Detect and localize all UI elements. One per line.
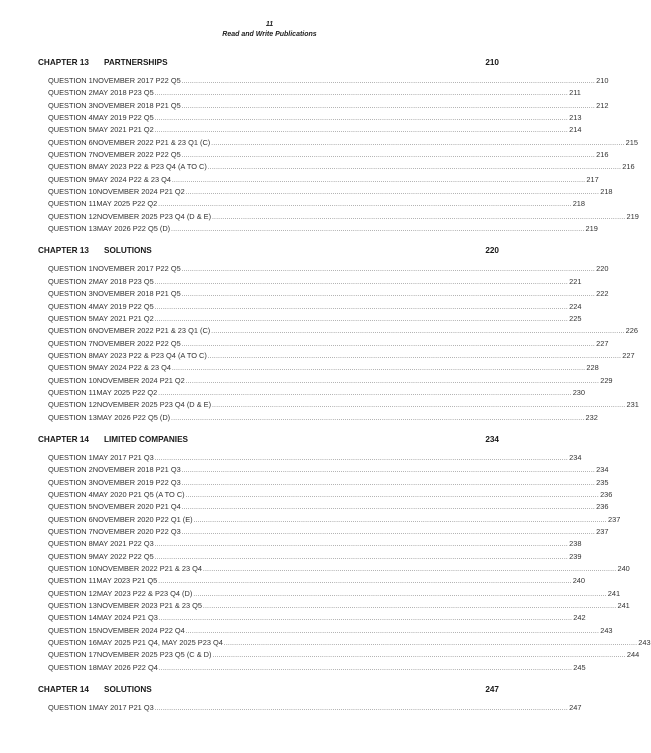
dot-leader: ........................................................................................................................................................................................................ (154, 316, 569, 323)
dot-leader: ........................................................................................................................................................................................................ (158, 579, 572, 586)
toc-entry[interactable] (38, 326, 638, 338)
entry-page-number: 217 (586, 174, 599, 184)
dot-leader: ........................................................................................................................................................................................................ (203, 567, 617, 574)
dot-leader: ........................................................................................................................................................................................................ (203, 604, 617, 611)
entry-list (38, 699, 582, 717)
question-label: QUESTION 4 (48, 113, 93, 123)
chapter-title: SOLUTIONS (104, 246, 152, 256)
question-source: MAY 2018 P23 Q5 (92, 276, 154, 286)
entry-list (38, 260, 639, 426)
question-label: QUESTION 2 (48, 276, 93, 286)
question-label: QUESTION 12 (48, 588, 97, 598)
toc-entry[interactable] (38, 703, 582, 715)
entry-page-number: 227 (622, 350, 635, 360)
question-label: QUESTION 12 (48, 400, 97, 410)
question-label: QUESTION 3 (48, 289, 93, 299)
question-label: QUESTION 10 (48, 564, 97, 574)
toc-entry[interactable] (38, 588, 621, 601)
toc-entry[interactable] (38, 601, 630, 613)
entry-page-number: 240 (617, 564, 630, 574)
dot-leader: ........................................................................................................................................................................................................ (212, 214, 626, 221)
entry-page-number: 218 (572, 199, 586, 209)
toc-entry[interactable] (38, 551, 582, 564)
question-source: NOVEMBER 2020 P22 Q3 (92, 527, 181, 536)
toc-entry[interactable] (38, 613, 586, 625)
question-label: QUESTION 11 (48, 576, 97, 586)
publisher-name: Read and Write Publications (222, 31, 317, 38)
dot-leader: ........................................................................................................................................................................................................ (158, 390, 572, 397)
toc-entry[interactable] (38, 452, 582, 465)
question-label: QUESTION 4 (48, 489, 93, 499)
entry-page-number: 216 (596, 150, 609, 160)
question-label: QUESTION 14 (48, 613, 97, 623)
chapter-number: CHAPTER 14 (38, 685, 89, 695)
question-label: QUESTION 6 (48, 514, 93, 524)
dot-leader: ........................................................................................................................................................................................................ (181, 505, 596, 512)
question-label: QUESTION 6 (48, 137, 93, 147)
dot-leader: ........................................................................................................................................................................................................ (181, 292, 596, 299)
question-source: NOVEMBER 2020 P21 Q4 (92, 502, 181, 512)
dot-leader: ........................................................................................................................................................................................................ (185, 628, 600, 635)
dot-leader: ........................................................................................................................................................................................................ (211, 329, 625, 336)
question-label: QUESTION 2 (48, 88, 93, 98)
dot-leader: ........................................................................................................................................................................................................ (181, 103, 596, 110)
question-source: NOVEMBER 2018 P21 Q5 (92, 289, 181, 299)
dot-leader: ........................................................................................................................................................................................................ (181, 480, 596, 487)
toc-entry[interactable] (38, 502, 609, 514)
toc-section (38, 434, 651, 677)
chapter-heading[interactable] (38, 435, 499, 449)
toc-entry[interactable] (38, 564, 630, 576)
dot-leader: ........................................................................................................................................................................................................ (207, 353, 622, 360)
chapter-heading[interactable] (38, 58, 499, 72)
question-label: QUESTION 2 (48, 465, 93, 475)
toc-entry[interactable] (38, 477, 609, 490)
question-source: MAY 2020 P21 Q5 (A TO C) (92, 489, 185, 499)
question-source: NOVEMBER 2022 P21 & 23 Q1 (C) (92, 326, 211, 336)
chapter-title: LIMITED COMPANIES (104, 434, 188, 444)
entry-page-number: 219 (626, 211, 639, 221)
question-source: MAY 2021 P22 Q3 (92, 539, 154, 549)
question-source: MAY 2026 P22 Q5 (D) (96, 412, 171, 422)
question-source: NOVEMBER 2024 P22 Q4 (96, 625, 185, 635)
entry-list (38, 449, 651, 677)
question-source: MAY 2023 P22 & P23 Q4 (D) (96, 588, 193, 598)
entry-page-number: 234 (569, 452, 582, 462)
question-source: NOVEMBER 2024 P21 Q2 (96, 187, 185, 197)
entry-page-number: 244 (626, 650, 640, 660)
toc-entry[interactable] (38, 387, 586, 400)
dot-leader: ........................................................................................................................................................................................................ (154, 116, 569, 123)
toc-entry[interactable] (38, 264, 609, 276)
question-source: NOVEMBER 2025 P23 Q5 (C & D) (96, 650, 212, 660)
question-source: NOVEMBER 2024 P21 Q2 (96, 375, 185, 385)
entry-page-number: 228 (586, 363, 599, 373)
dot-leader: ........................................................................................................................................................................................................ (212, 403, 626, 410)
question-label: QUESTION 9 (48, 551, 93, 561)
entry-page-number: 237 (608, 514, 621, 524)
toc-entry[interactable] (38, 350, 635, 363)
question-source: NOVEMBER 2022 P21 & 23 Q1 (C) (92, 137, 211, 147)
chapter-heading[interactable] (38, 246, 499, 260)
chapter-title: SOLUTIONS (104, 685, 152, 695)
question-source: NOVEMBER 2025 P23 Q4 (D & E) (96, 211, 212, 221)
page-header (0, 20, 539, 40)
question-source: MAY 2023 P22 & P23 Q4 (A TO C) (92, 350, 207, 360)
question-label: QUESTION 10 (48, 375, 97, 385)
question-source: MAY 2018 P23 Q5 (92, 88, 154, 98)
entry-page-number: 240 (572, 576, 586, 586)
toc-entry[interactable] (38, 412, 598, 425)
chapter-number: CHAPTER 14 (38, 434, 89, 444)
toc-entry[interactable] (38, 162, 635, 174)
question-source: MAY 2025 P22 Q2 (96, 199, 158, 209)
toc-entry[interactable] (38, 301, 582, 314)
question-source: NOVEMBER 2018 P21 Q3 (92, 465, 181, 475)
toc-entry[interactable] (38, 211, 639, 224)
question-label: QUESTION 9 (48, 174, 93, 184)
question-source: MAY 2024 P22 & 23 Q4 (92, 174, 171, 184)
entry-page-number: 211 (569, 88, 581, 98)
question-label: QUESTION 7 (48, 338, 93, 348)
entry-page-number: 234 (596, 465, 609, 475)
entry-page-number: 242 (573, 613, 586, 623)
dot-leader: ........................................................................................................................................................................................................ (207, 165, 622, 172)
question-source: MAY 2021 P21 Q2 (92, 313, 154, 323)
entry-page-number: 218 (600, 187, 613, 197)
chapter-title: PARTNERSHIPS (104, 58, 168, 67)
dot-leader: ........................................................................................................................................................................................................ (185, 492, 600, 499)
entry-page-number: 235 (596, 477, 609, 487)
toc-entry[interactable] (38, 276, 582, 289)
question-label: QUESTION 12 (48, 211, 97, 221)
entry-page-number: 230 (572, 387, 586, 397)
dot-leader: ........................................................................................................................................................................................................ (154, 304, 569, 311)
chapter-heading[interactable] (38, 685, 499, 699)
chapter-page: 247 (485, 685, 499, 695)
toc-entry[interactable] (38, 313, 582, 326)
question-label: QUESTION 17 (48, 650, 97, 660)
question-label: QUESTION 1 (48, 703, 93, 713)
entry-page-number: 236 (596, 502, 609, 512)
entry-page-number: 222 (596, 289, 609, 299)
chapter-page: 220 (485, 246, 499, 256)
dot-leader: ........................................................................................................................................................................................................ (171, 177, 586, 184)
page-number: 11 (265, 21, 274, 28)
toc-entry[interactable] (38, 539, 582, 551)
entry-page-number: 210 (596, 76, 609, 85)
question-source: NOVEMBER 2022 P21 & 23 Q4 (96, 564, 203, 574)
question-label: QUESTION 8 (48, 539, 93, 549)
question-source: MAY 2017 P21 Q3 (92, 703, 154, 713)
entry-list (38, 72, 639, 238)
toc-entry[interactable] (38, 465, 609, 477)
entry-page-number: 225 (569, 313, 582, 323)
dot-leader: ........................................................................................................................................................................................................ (185, 190, 600, 197)
question-source: MAY 2023 P21 Q5 (96, 576, 158, 586)
toc-entry[interactable] (38, 199, 586, 211)
question-label: QUESTION 1 (48, 264, 93, 274)
dot-leader: ........................................................................................................................................................................................................ (154, 128, 569, 135)
toc-entry[interactable] (38, 638, 651, 650)
question-label: QUESTION 8 (48, 162, 93, 172)
toc-entry[interactable] (38, 100, 609, 113)
toc-entry[interactable] (38, 338, 609, 351)
entry-page-number: 245 (573, 662, 586, 672)
question-source: NOVEMBER 2019 P22 Q3 (92, 477, 181, 487)
question-source: MAY 2025 P21 Q4, MAY 2025 P23 Q4 (96, 638, 223, 648)
entry-page-number: 221 (569, 276, 582, 286)
toc-entry[interactable] (38, 174, 599, 187)
question-source: NOVEMBER 2018 P21 Q5 (92, 100, 181, 110)
question-label: QUESTION 9 (48, 363, 93, 373)
question-source: NOVEMBER 2017 P22 Q5 (92, 264, 181, 274)
question-source: MAY 2023 P22 & P23 Q4 (A TO C) (92, 162, 207, 172)
entry-page-number: 215 (625, 137, 638, 147)
dot-leader: ........................................................................................................................................................................................................ (181, 341, 596, 348)
toc-entry[interactable] (38, 150, 609, 162)
question-label: QUESTION 3 (48, 477, 93, 487)
entry-page-number: 232 (585, 412, 598, 422)
question-label: QUESTION 10 (48, 187, 97, 197)
dot-leader: ........................................................................................................................................................................................................ (212, 653, 626, 660)
toc-section (38, 246, 639, 426)
dot-leader: ........................................................................................................................................................................................................ (181, 267, 596, 274)
entry-page-number: 229 (600, 375, 613, 385)
toc-entry[interactable] (38, 527, 609, 539)
chapter-number: CHAPTER 13 (38, 246, 89, 256)
toc-section (38, 58, 639, 238)
question-label: QUESTION 18 (48, 662, 97, 672)
toc-entry[interactable] (38, 514, 621, 527)
toc-entry[interactable] (38, 88, 581, 100)
entry-page-number: 238 (569, 539, 582, 549)
toc-section (38, 685, 582, 717)
toc-entry[interactable] (38, 125, 582, 137)
entry-page-number: 226 (625, 326, 638, 336)
question-label: QUESTION 7 (48, 527, 93, 536)
question-source: MAY 2024 P22 & 23 Q4 (92, 363, 171, 373)
dot-leader: ........................................................................................................................................................................................................ (181, 79, 596, 85)
dot-leader: ........................................................................................................................................................................................................ (223, 641, 638, 648)
entry-page-number: 247 (569, 703, 582, 713)
entry-page-number: 216 (622, 162, 635, 172)
dot-leader: ........................................................................................................................................................................................................ (181, 153, 596, 160)
entry-page-number: 220 (596, 264, 609, 274)
toc-entry[interactable] (38, 662, 586, 675)
toc-entry[interactable] (38, 137, 638, 150)
question-source: MAY 2017 P21 Q3 (92, 452, 154, 462)
dot-leader: ........................................................................................................................................................................................................ (171, 227, 585, 234)
dot-leader: ........................................................................................................................................................................................................ (193, 591, 607, 598)
toc-entry[interactable] (38, 113, 582, 125)
question-label: QUESTION 6 (48, 326, 93, 336)
toc-entry[interactable] (38, 650, 640, 662)
question-label: QUESTION 13 (48, 224, 97, 234)
entry-page-number: 224 (569, 301, 582, 311)
toc-entry[interactable] (38, 489, 613, 502)
dot-leader: ........................................................................................................................................................................................................ (171, 415, 585, 422)
question-label: QUESTION 3 (48, 100, 93, 110)
question-label: QUESTION 11 (48, 199, 97, 209)
toc-entry[interactable] (38, 375, 613, 388)
question-source: MAY 2021 P21 Q2 (92, 125, 154, 135)
entry-page-number: 239 (569, 551, 582, 561)
toc-entry[interactable] (38, 76, 609, 88)
question-label: QUESTION 8 (48, 350, 93, 360)
question-label: QUESTION 5 (48, 125, 93, 135)
dot-leader: ........................................................................................................................................................................................................ (154, 279, 569, 286)
question-source: MAY 2025 P22 Q2 (96, 387, 158, 397)
question-source: NOVEMBER 2022 P22 Q5 (92, 150, 181, 160)
dot-leader: ........................................................................................................................................................................................................ (154, 91, 569, 98)
question-label: QUESTION 16 (48, 638, 97, 648)
question-source: MAY 2019 P22 Q5 (92, 301, 154, 311)
question-source: NOVEMBER 2022 P22 Q5 (92, 338, 181, 348)
dot-leader: ........................................................................................................................................................................................................ (154, 706, 569, 713)
chapter-page: 210 (485, 58, 499, 67)
question-source: NOVEMBER 2020 P22 Q1 (E) (92, 514, 193, 524)
toc-entry[interactable] (38, 363, 599, 375)
entry-page-number: 213 (569, 113, 582, 123)
entry-page-number: 219 (585, 224, 598, 234)
question-label: QUESTION 15 (48, 625, 97, 635)
entry-page-number: 227 (596, 338, 609, 348)
question-label: QUESTION 4 (48, 301, 93, 311)
entry-page-number: 241 (617, 601, 630, 611)
dot-leader: ........................................................................................................................................................................................................ (185, 378, 600, 385)
question-label: QUESTION 7 (48, 150, 93, 160)
toc-entry[interactable] (38, 224, 598, 236)
dot-leader: ........................................................................................................................................................................................................ (158, 616, 573, 623)
question-source: NOVEMBER 2025 P23 Q4 (D & E) (96, 400, 212, 410)
dot-leader: ........................................................................................................................................................................................................ (158, 202, 572, 209)
question-label: QUESTION 5 (48, 502, 93, 512)
question-label: QUESTION 1 (48, 452, 93, 462)
question-label: QUESTION 13 (48, 601, 97, 611)
dot-leader: ........................................................................................................................................................................................................ (171, 366, 586, 373)
toc-entry[interactable] (38, 400, 639, 412)
entry-page-number: 214 (569, 125, 582, 135)
entry-page-number: 237 (596, 527, 609, 536)
dot-leader: ........................................................................................................................................................................................................ (211, 140, 625, 147)
chapter-number: CHAPTER 13 (38, 58, 89, 67)
question-label: QUESTION 1 (48, 76, 93, 85)
entry-page-number: 243 (638, 638, 651, 648)
question-source: MAY 2026 P22 Q4 (96, 662, 158, 672)
question-source: MAY 2022 P22 Q5 (92, 551, 154, 561)
table-of-contents (38, 58, 651, 725)
dot-leader: ........................................................................................................................................................................................................ (154, 455, 569, 462)
toc-entry[interactable] (38, 576, 586, 588)
toc-entry[interactable] (38, 187, 613, 199)
dot-leader: ........................................................................................................................................................................................................ (158, 665, 573, 672)
question-source: NOVEMBER 2023 P21 & 23 Q5 (96, 601, 203, 611)
question-label: QUESTION 13 (48, 412, 97, 422)
chapter-page: 234 (485, 434, 499, 444)
entry-page-number: 231 (626, 400, 639, 410)
entry-page-number: 212 (596, 100, 609, 110)
dot-leader: ........................................................................................................................................................................................................ (154, 554, 569, 561)
dot-leader: ........................................................................................................................................................................................................ (181, 530, 596, 536)
dot-leader: ........................................................................................................................................................................................................ (181, 468, 596, 475)
dot-leader: ........................................................................................................................................................................................................ (154, 542, 569, 549)
question-source: NOVEMBER 2017 P22 Q5 (92, 76, 181, 85)
question-label: QUESTION 5 (48, 313, 93, 323)
question-source: MAY 2019 P22 Q5 (92, 113, 154, 123)
entry-page-number: 243 (600, 625, 613, 635)
entry-page-number: 241 (607, 588, 621, 598)
dot-leader: ........................................................................................................................................................................................................ (193, 517, 607, 524)
toc-entry[interactable] (38, 625, 613, 638)
entry-page-number: 236 (600, 489, 613, 499)
question-source: MAY 2026 P22 Q5 (D) (96, 224, 171, 234)
question-source: MAY 2024 P21 Q3 (96, 613, 158, 623)
question-label: QUESTION 11 (48, 387, 97, 397)
toc-entry[interactable] (38, 289, 609, 301)
